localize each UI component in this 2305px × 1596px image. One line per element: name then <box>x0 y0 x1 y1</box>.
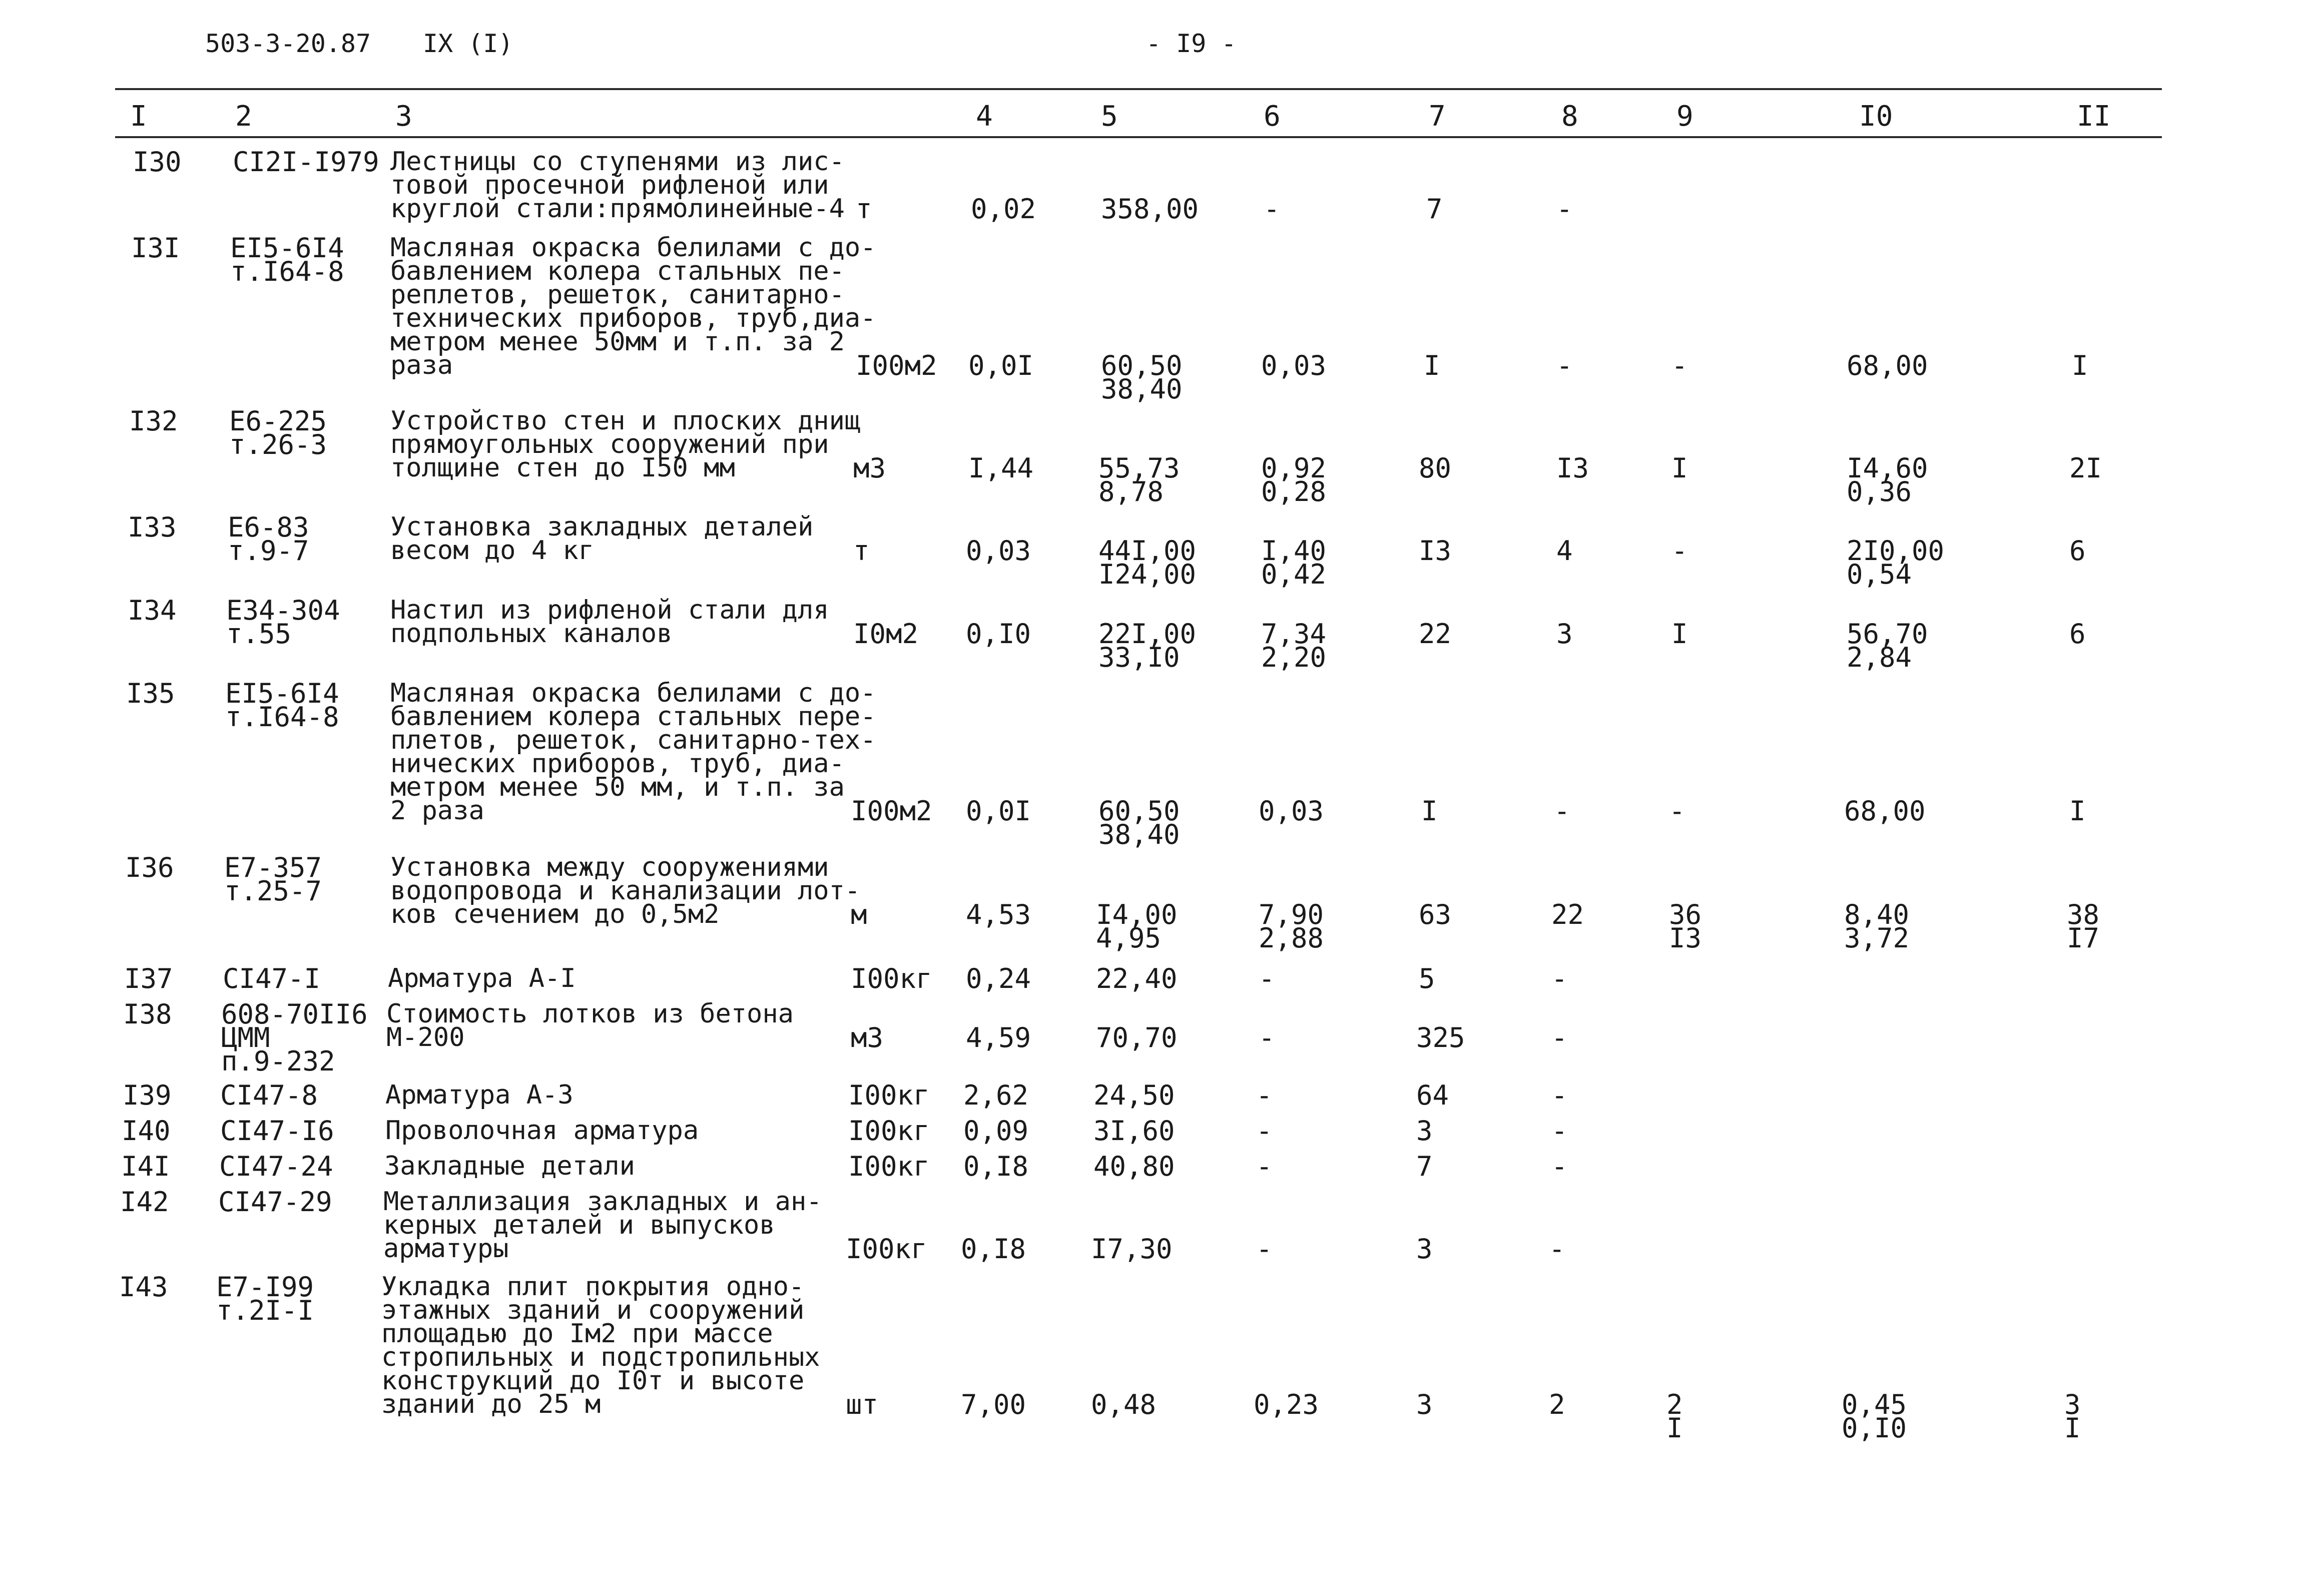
table-header-rule <box>115 136 2162 138</box>
col-9-value: - <box>1669 795 1685 827</box>
quantity: 0,0I <box>966 795 1031 827</box>
unit: шт <box>846 1389 879 1420</box>
quantity: 0,24 <box>966 963 1031 994</box>
col-7-value: 63 <box>1419 899 1452 930</box>
work-description: Укладка плит покрытия одно- этажных зданий и сооружений площадью до Iм2 при массе стропильных и подстропильных конструкций до I0т и высоте зданий до 25 м <box>381 1272 820 1419</box>
col-6-value: I,40 0,42 <box>1261 535 1327 590</box>
norm-code: EI5-6I4 т.I64-8 <box>225 678 339 733</box>
col-8-value: - <box>1556 350 1573 381</box>
col-8-value: - <box>1551 1115 1568 1147</box>
work-description: Установка закладных деталей весом до 4 кг <box>390 512 814 566</box>
col-9-value: - <box>1671 535 1688 567</box>
col-header-3: 3 <box>395 100 412 133</box>
work-description: Металлизация закладных и ан- керных деталей и выпусков арматуры <box>383 1187 822 1264</box>
col-header-5: 5 <box>1101 100 1118 133</box>
col-9-value: I <box>1671 618 1688 650</box>
col-11-value: 6 <box>2069 535 2086 567</box>
quantity: 0,02 <box>971 193 1036 225</box>
unit: м3 <box>853 452 886 484</box>
col-5-value: 44I,00 I24,00 <box>1098 535 1197 590</box>
work-description: Арматура А-3 <box>385 1080 573 1110</box>
col-6-value: - <box>1259 963 1275 994</box>
col-header-6: 6 <box>1264 100 1281 133</box>
col-11-value: I <box>2072 350 2088 381</box>
col-7-value: 3 <box>1416 1389 1433 1420</box>
col-6-value: 7,34 2,20 <box>1261 618 1327 673</box>
quantity: 0,I0 <box>966 618 1031 650</box>
col-header-9: 9 <box>1676 100 1693 133</box>
col-8-value: - <box>1551 1022 1568 1053</box>
col-5-value: I7,30 <box>1091 1233 1173 1265</box>
norm-code: EI5-6I4 т.I64-8 <box>230 232 344 287</box>
col-8-value: - <box>1549 1233 1565 1265</box>
col-7-value: 325 <box>1416 1022 1465 1053</box>
quantity: 4,53 <box>966 899 1031 930</box>
col-8-value: - <box>1551 1151 1568 1182</box>
col-10-value: 68,00 <box>1847 350 1928 381</box>
col-8-value: I3 <box>1556 452 1589 484</box>
quantity: I,44 <box>968 452 1034 484</box>
col-9-value: 2 I <box>1666 1389 1683 1444</box>
album-number: IX (I) <box>423 29 513 58</box>
work-description: Установка между сооружениями водопровода и канализации лот- ков сечением до 0,5м2 <box>390 852 861 929</box>
col-7-value: 3 <box>1416 1233 1433 1265</box>
work-description: Лестницы со ступенями из лис- товой просечной рифленой или круглой стали:прямолинейные-4 <box>390 147 845 224</box>
row-number: I30 <box>133 146 182 178</box>
col-10-value: 0,45 0,I0 <box>1842 1389 1907 1444</box>
page-number: - I9 - <box>1146 29 1237 58</box>
col-10-value: I4,60 0,36 <box>1847 452 1928 507</box>
row-number: I33 <box>128 511 177 543</box>
row-number: I39 <box>123 1080 172 1111</box>
col-8-value: - <box>1554 795 1570 827</box>
unit: I00м2 <box>851 795 932 827</box>
col-6-value: 0,03 <box>1259 795 1324 827</box>
col-9-value: 36 I3 <box>1669 899 1702 954</box>
col-10-value: 2I0,00 0,54 <box>1847 535 1945 590</box>
col-10-value: 68,00 <box>1844 795 1926 827</box>
unit: м <box>851 899 867 930</box>
quantity: 0,03 <box>966 535 1031 567</box>
quantity: 0,I8 <box>963 1151 1029 1182</box>
col-header-10: I0 <box>1859 100 1893 133</box>
unit: I00кг <box>848 1115 930 1147</box>
col-5-value: 55,73 8,78 <box>1098 452 1180 507</box>
col-5-value: 22I,00 33,I0 <box>1098 618 1197 673</box>
col-7-value: I <box>1424 350 1440 381</box>
col-header-1: I <box>130 100 147 133</box>
norm-code: CI47-8 <box>220 1080 318 1111</box>
col-8-value: - <box>1551 963 1568 994</box>
col-header-4: 4 <box>976 100 993 133</box>
col-7-value: 64 <box>1416 1080 1449 1111</box>
col-5-value: 22,40 <box>1096 963 1178 994</box>
work-description: Закладные детали <box>384 1151 635 1181</box>
norm-code: E7-357 т.25-7 <box>224 852 322 907</box>
norm-code: CI47-I6 <box>220 1115 334 1147</box>
norm-code: E6-83 т.9-7 <box>228 511 309 567</box>
col-11-value: 38 I7 <box>2067 899 2100 954</box>
col-header-8: 8 <box>1561 100 1578 133</box>
col-7-value: 3 <box>1416 1115 1433 1147</box>
work-description: Арматура А-I <box>388 963 576 993</box>
col-11-value: 2I <box>2069 452 2102 484</box>
col-header-2: 2 <box>235 100 252 133</box>
col-7-value: 5 <box>1419 963 1435 994</box>
row-number: I4I <box>121 1151 170 1182</box>
col-5-value: 0,48 <box>1091 1389 1157 1420</box>
unit: I00кг <box>848 1080 930 1111</box>
row-number: I35 <box>126 678 175 709</box>
col-7-value: 7 <box>1426 193 1443 225</box>
norm-code: CI47-29 <box>218 1186 332 1218</box>
unit: I00кг <box>848 1151 930 1182</box>
col-header-11: II <box>2077 100 2111 133</box>
col-10-value: 8,40 3,72 <box>1844 899 1910 954</box>
col-8-value: - <box>1551 1080 1568 1111</box>
norm-code: E34-304 т.55 <box>226 595 340 650</box>
col-9-value: I <box>1671 452 1688 484</box>
col-8-value: 22 <box>1551 899 1584 930</box>
col-7-value: I <box>1421 795 1438 827</box>
work-description: Устройство стен и плоских днищ прямоугольных сооружений при толщине стен до I50 мм <box>390 406 861 483</box>
col-11-value: I <box>2069 795 2086 827</box>
row-number: I43 <box>119 1271 168 1303</box>
col-6-value: - <box>1264 193 1280 225</box>
col-6-value: - <box>1256 1115 1273 1147</box>
col-9-value: - <box>1671 350 1688 381</box>
col-10-value: 56,70 2,84 <box>1847 618 1928 673</box>
norm-code: CI47-24 <box>219 1151 333 1182</box>
col-6-value: - <box>1256 1233 1273 1265</box>
unit: I00м2 <box>856 350 937 381</box>
col-7-value: I3 <box>1419 535 1452 567</box>
col-5-value: 40,80 <box>1093 1151 1175 1182</box>
col-8-value: - <box>1556 193 1573 225</box>
unit: I00кг <box>851 963 932 994</box>
work-description: Масляная окраска белилами с до- бавлением колера стальных пере- плетов, решеток, санитарно-тех- нических приборов, труб, диа- метром менее 50 мм, и т.п. за 2 раза <box>390 678 876 826</box>
unit: т <box>853 535 870 567</box>
col-6-value: 0,23 <box>1254 1389 1319 1420</box>
quantity: 2,62 <box>963 1080 1029 1111</box>
norm-code: CI2I-I979 <box>233 146 379 178</box>
col-8-value: 4 <box>1556 535 1573 567</box>
unit: I00кг <box>846 1233 927 1265</box>
document-code: 503-3-20.87 <box>205 29 371 58</box>
table-top-rule <box>115 88 2162 90</box>
row-number: I32 <box>129 405 178 437</box>
col-7-value: 80 <box>1419 452 1452 484</box>
col-11-value: 6 <box>2069 618 2086 650</box>
work-description: Настил из рифленой стали для подпольных каналов <box>390 595 829 649</box>
col-7-value: 7 <box>1416 1151 1433 1182</box>
col-6-value: 7,90 2,88 <box>1259 899 1324 954</box>
quantity: 4,59 <box>966 1022 1031 1053</box>
quantity: 0,09 <box>963 1115 1029 1147</box>
col-7-value: 22 <box>1419 618 1452 650</box>
col-6-value: - <box>1256 1080 1273 1111</box>
norm-code: CI47-I <box>223 963 321 994</box>
unit: I0м2 <box>853 618 919 650</box>
norm-code: E6-225 т.26-3 <box>229 405 327 460</box>
col-8-value: 2 <box>1549 1389 1565 1420</box>
col-5-value: 3I,60 <box>1093 1115 1175 1147</box>
col-11-value: 3 I <box>2064 1389 2081 1444</box>
norm-code: E7-I99 т.2I-I <box>216 1271 314 1326</box>
row-number: I3I <box>131 232 180 264</box>
col-5-value: 60,50 38,40 <box>1098 795 1180 850</box>
col-5-value: 358,00 <box>1101 193 1199 225</box>
work-description: Стоимость лотков из бетона М-200 <box>386 999 794 1052</box>
row-number: I38 <box>123 998 172 1030</box>
col-6-value: - <box>1259 1022 1275 1053</box>
work-description: Проволочная арматура <box>385 1116 699 1146</box>
col-5-value: 24,50 <box>1093 1080 1175 1111</box>
work-description: Масляная окраска белилами с до- бавлением колера стальных пе- реплетов, решеток, санитарно- технических приборов, труб,диа- метром менее 50мм и т.п. за 2 раза <box>390 233 876 380</box>
col-8-value: 3 <box>1556 618 1573 650</box>
quantity: 0,I8 <box>961 1233 1026 1265</box>
quantity: 0,0I <box>968 350 1034 381</box>
col-6-value: 0,03 <box>1261 350 1327 381</box>
col-5-value: 60,50 38,40 <box>1101 350 1183 405</box>
unit: м3 <box>851 1022 884 1053</box>
row-number: I37 <box>124 963 173 994</box>
row-number: I40 <box>122 1115 171 1147</box>
row-number: I42 <box>120 1186 169 1218</box>
quantity: 7,00 <box>961 1389 1026 1420</box>
norm-code: 608-70II6 ЦММ п.9-232 <box>221 998 368 1077</box>
row-number: I34 <box>128 595 177 626</box>
col-6-value: - <box>1256 1151 1273 1182</box>
col-header-7: 7 <box>1429 100 1446 133</box>
col-5-value: I4,00 4,95 <box>1096 899 1178 954</box>
col-5-value: 70,70 <box>1096 1022 1178 1053</box>
col-6-value: 0,92 0,28 <box>1261 452 1327 507</box>
unit: т <box>856 193 872 225</box>
row-number: I36 <box>125 852 174 883</box>
